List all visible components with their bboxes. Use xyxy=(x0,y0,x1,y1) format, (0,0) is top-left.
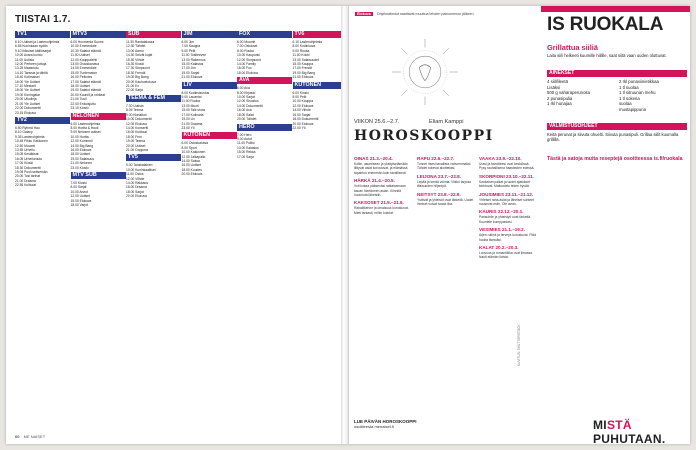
channel-heading: TEEMA & FEM xyxy=(126,95,181,102)
page-number: 60 xyxy=(15,434,20,439)
channel-heading: HERO xyxy=(237,124,292,131)
program-line: 11.00 Kokki xyxy=(292,53,310,58)
program-line: 8.05 Teema xyxy=(126,108,144,113)
sign-name: KAKSOSET 21.5.–21.6. xyxy=(354,200,404,206)
horoscope-sign xyxy=(479,227,537,242)
horoscope-title: HOROSKOOPPI xyxy=(354,128,494,144)
program-line: 13.00 Muoti xyxy=(181,103,199,108)
program-line: 18.00 Salat xyxy=(237,112,254,117)
sign-text: Rahaliikenne ja omaisuus korostuvat. Mieti tarkasti, mihin kulutat. xyxy=(354,206,409,215)
ingredient-item: mustapippuria xyxy=(619,106,646,112)
program-line: 11.00 Ruoka xyxy=(181,99,200,104)
sign-text: Luovuus ja romantiikka ovat ilmassa. Nauti elämän iloista. xyxy=(479,251,533,260)
program-line: 8.00 Kodinsisustus xyxy=(181,90,210,95)
program-line: 6.00 Kioski xyxy=(292,90,309,95)
program-line: 6.00 Jim xyxy=(181,40,194,44)
program-line: 14.10 Tanssia ja tähtiä xyxy=(15,70,48,75)
horoscope-sign xyxy=(354,200,412,215)
program-line: 18.00 Dokumentti xyxy=(292,117,319,122)
horoscope-sign xyxy=(479,156,537,171)
sign-name: SKORPIONI 23.10.–22.11. xyxy=(479,173,534,179)
ingredient-item: Lisäksi xyxy=(547,84,561,90)
program-line: 7.00 Kioski xyxy=(70,180,87,185)
sign-text: Voit kokea pääseväsi ratkaisemaan kauan hiertäneen asian. Kiinnitä huomiota läheisiin. xyxy=(354,184,406,198)
program-line: 18.00 Varjot xyxy=(70,203,89,207)
program-line: 8.00 Kirjasto xyxy=(237,90,256,95)
program-line: 6.00 Lastenohjelmia xyxy=(70,121,101,126)
program-line: 6.10 Lastenohjelmia xyxy=(292,40,323,44)
program-line: 8.10 Galaxy xyxy=(15,130,33,135)
magazine-name: ME NAISET xyxy=(23,434,46,439)
program-line: 19.00 Big Bang xyxy=(292,70,316,75)
program-line: 18.00 Yle Uutiset xyxy=(15,88,41,93)
ingredient-item: 1 tl suolaa xyxy=(619,84,639,90)
program-line: 14.00 Rakkaus xyxy=(126,180,148,185)
program-line: 9.10 Ikikuiset kätilösarjat xyxy=(15,48,51,53)
sign-text: Yhteiset raha-asiat ja läheiset suhteet nousevat esiin. Ole avoin. xyxy=(479,197,534,207)
horoscope-sign xyxy=(479,209,537,224)
brand-logo xyxy=(593,418,690,444)
ingredients-right xyxy=(619,79,687,113)
program-line: 12.50 Muumit xyxy=(15,143,35,148)
sign-name: NEITSYT 23.8.–22.9. xyxy=(417,191,461,197)
horoscope-signs-col3 xyxy=(479,156,537,263)
program-line: 21.00 Elokuva xyxy=(181,75,203,80)
program-line: 15.05 Kesäkisat xyxy=(15,152,39,157)
program-line: 15.00 Kalastus xyxy=(181,62,204,67)
program-line: 20.00 Tähdet xyxy=(237,117,257,122)
program-line: 18.30 Dokumentti xyxy=(15,165,41,170)
tv-column xyxy=(182,29,237,177)
horoscope-sign xyxy=(479,174,537,189)
program-line: 17.00 Kulinaria xyxy=(181,112,204,117)
program-line: 22.00 Yö xyxy=(292,125,306,130)
channel-heading: TV2 xyxy=(15,117,70,124)
program-line: 10.00 Hurtta xyxy=(70,134,89,139)
program-line: 14.00 Emmerdale xyxy=(70,66,97,71)
channel-heading: FOX xyxy=(237,31,292,38)
program-line: 12.00 Viihde xyxy=(126,176,145,181)
program-line: 14.30 Selvät kujat xyxy=(126,53,153,58)
program-line: 6.55 Kuninkaan sydän xyxy=(15,44,48,49)
tv-column xyxy=(126,29,181,199)
program-line: 7.30 Uutisia xyxy=(126,103,144,108)
page-title: TIISTAI 1.7. xyxy=(15,14,71,25)
program-line: 6.50 Ryhmä Hau xyxy=(15,125,40,130)
program-line: 13.00 Aamu xyxy=(126,48,144,53)
program-line: 19.00 Liv xyxy=(181,117,195,122)
ingredient-item: 1 rkl hunajaa xyxy=(547,101,572,107)
program-line: 21.00 Draama xyxy=(181,121,203,126)
tv-column xyxy=(293,29,342,130)
program-line: 11.00 Poliisi xyxy=(237,141,255,146)
program-line: 16.05 Urheiluruutu xyxy=(15,156,43,161)
channel-heading: LIV xyxy=(182,82,237,89)
program-line: 16.00 Ava xyxy=(237,108,252,113)
program-line: 15.00 Talk show xyxy=(181,108,206,113)
program-line: 10.00 Kaupunki xyxy=(237,53,260,58)
author-name: Eliam Kamppi xyxy=(429,119,464,125)
program-line: 9.00 Autot xyxy=(237,136,252,141)
program-line: 21.00 Nelonen xyxy=(70,161,92,166)
ingredient-item: 500 g vaharaperunoita xyxy=(547,90,591,96)
program-line: 20.00 Kauhuelokuva xyxy=(126,79,157,84)
magazine-spread xyxy=(6,6,690,444)
program-line: 12.30 Tähdet xyxy=(126,44,146,49)
tv-column xyxy=(237,29,292,159)
program-line: 23.10 Kioski xyxy=(70,106,89,111)
program-line: 12.00 Elokuva xyxy=(292,103,314,108)
channel-heading: KUTONEN xyxy=(182,132,237,139)
program-line: 14.00 Saksa xyxy=(181,158,200,163)
page-footer xyxy=(15,434,45,439)
sign-text: Kaukaiset paikat ja uudet ajatukset kiehtovat. Matkustelu tekee hyvää. xyxy=(479,179,530,189)
program-line: 9.35 Lastenohjelmia xyxy=(15,134,45,139)
program-line: 13.00 Rakennus xyxy=(181,57,206,62)
spine-gutter xyxy=(341,6,348,444)
recipe-top-bar xyxy=(541,6,690,12)
horoscope-page xyxy=(348,6,690,444)
program-line: 13.25 Maaseutu xyxy=(15,66,39,71)
program-line: 10.00 Kakkonen xyxy=(181,150,206,155)
horoscope-sign xyxy=(417,174,475,189)
sign-text: Arjen rutiinit ja terveys korostuvat. Pidä huolta itsestäsi. xyxy=(479,233,536,242)
program-line: 20.00 Ulkolinja xyxy=(15,97,37,102)
program-line: 10.30 Salatut elämät xyxy=(70,48,101,53)
program-line: 23.00 Yö xyxy=(181,125,195,130)
sign-name: RAPU 22.6.–22.7. xyxy=(417,156,455,161)
program-line: 18.00 Uutiset xyxy=(70,152,90,157)
program-line: 11.00 Tositeevee xyxy=(181,53,207,58)
sign-name: JOUSIMIES 23.11.–21.12. xyxy=(479,191,534,197)
sign-name: VAAKA 23.9.–22.10. xyxy=(479,156,522,161)
ingredients-heading: AINEKSET xyxy=(547,70,687,77)
horoscope-sign xyxy=(479,192,537,207)
logo-accent: STÄ xyxy=(606,418,632,432)
program-line: 9.00 Nelosen uutiset xyxy=(70,130,101,135)
program-line: 14.00 Viihde xyxy=(292,108,311,113)
horoscope-sign xyxy=(417,156,475,171)
channel-heading: KUTONEN xyxy=(293,82,342,89)
ingredient-item: 4 siilifileetä xyxy=(547,79,569,84)
channel-heading: TV5 xyxy=(126,154,181,161)
topbar-note: Ohjelmatiedot saattavat muuttua lehden painomenon jälkeen. xyxy=(376,12,475,16)
program-line: 7.00 Ostokset xyxy=(237,44,258,49)
program-line: 12.00 Kauppalehti xyxy=(70,57,98,62)
program-line: 16.00 Sarjat xyxy=(292,112,311,117)
channel-heading: SUB xyxy=(126,31,181,38)
program-line: 9.00 Klassikot xyxy=(126,112,147,117)
program-line: 12.00 Perheen juttuja xyxy=(15,62,47,67)
program-line: 17.30 Simpsonit xyxy=(126,66,150,71)
horoscope-footer xyxy=(354,419,417,429)
program-line: 21.00 Elokuva xyxy=(292,75,314,80)
ingredient-item: suolaa xyxy=(619,101,632,107)
sign-name: HÄRKÄ 21.4.–20.5. xyxy=(354,178,395,184)
week-label: VIIKON 25.6.–2.7. xyxy=(354,119,400,125)
sign-name: VESIMIES 21.1.–19.2. xyxy=(479,227,525,233)
program-line: 7.00 Kauppa xyxy=(181,44,201,49)
tv-column xyxy=(15,29,70,188)
program-line: 13.00 Kalastus xyxy=(237,145,259,150)
horoscope-signs-col1 xyxy=(354,156,412,218)
horoscope-sign xyxy=(417,192,475,207)
program-line: 19.00 Big Bang xyxy=(126,75,149,80)
program-line: 13.55 Urheilu xyxy=(15,147,35,152)
program-line: 21.00 Ooppera xyxy=(126,147,148,152)
program-line: 11.00 Ostos xyxy=(126,172,144,177)
ingredient-item: 1 tl sitruunan mehu xyxy=(619,90,656,96)
program-line: 17.00 Kioski xyxy=(15,161,33,166)
illustration-credit: KUVITUS: SHUTTERSTOCK xyxy=(517,324,521,366)
method-heading: VALMISTUSOHJEET xyxy=(547,123,687,130)
program-line: 22.00 Dokumentti xyxy=(15,106,41,111)
program-line: 21.00 Yle Uutiset xyxy=(15,101,41,106)
program-line: 11.30 Rantatalossa xyxy=(126,40,155,44)
program-line: 18.00 Fem xyxy=(126,134,142,139)
program-line: 17.10 Mestarit xyxy=(15,84,36,89)
program-line: 10.00 Arviot xyxy=(70,189,88,194)
horoscope-sign xyxy=(479,245,537,260)
ingredients-left xyxy=(547,79,613,107)
program-line: 8.00 Pelit xyxy=(292,95,307,100)
program-line: 20.00 Uutiset xyxy=(126,143,146,148)
program-line: 17.00 Sarja xyxy=(237,154,254,159)
program-line: 15.00 Kauppa xyxy=(292,62,314,67)
channel-heading: TV1 xyxy=(15,31,70,38)
program-line: 22.00 Erikoisjuttu xyxy=(70,101,96,106)
program-line: 19.00 Kuningatar xyxy=(15,92,41,97)
channel-heading: TV6 xyxy=(293,31,342,38)
program-line: 20.00 Elokuva xyxy=(181,172,203,177)
program-line: 10.00 Avara luonto xyxy=(15,53,43,58)
channel-heading: JIM xyxy=(182,31,237,38)
horoscope-sign xyxy=(354,156,412,175)
program-line: 9.00 Pelit xyxy=(181,48,196,53)
horoscope-signs-col2 xyxy=(417,156,475,209)
recipe-link[interactable]: Tästä ja satoja muita reseptejä osoitteessa is.fi/ruokala xyxy=(547,156,683,162)
program-line: 18.00 Uutiset xyxy=(70,84,90,89)
tv-listings-page xyxy=(6,6,341,444)
sun-halo-icon xyxy=(389,36,461,108)
program-line: 6.00 Muumit xyxy=(237,40,256,44)
ingredient-item: 2 punasipulia xyxy=(547,95,573,101)
program-line: 17.00 Frendit xyxy=(292,66,312,71)
program-line: 19.05 Puoli seitsemän xyxy=(15,169,48,174)
program-line: 20.00 Elokuva xyxy=(126,194,147,199)
program-line: 20.00 Kauniit ja rohkeat xyxy=(70,92,106,97)
program-line: 17.00 Salatut elämät xyxy=(70,79,101,84)
program-line: 16.00 Fox xyxy=(237,66,252,71)
program-line: 6.00 Ava xyxy=(237,86,250,91)
program-line: 11.00 Uutisia xyxy=(15,57,34,62)
recipe-panel xyxy=(541,6,690,444)
program-line: 12.00 Uutiset xyxy=(70,194,90,199)
sign-text: Tunnet itsesi tavallista vahvemmaksi. Tähdet tukevat aloitteitasi. xyxy=(417,162,472,171)
program-line: 9.00 Lauantai xyxy=(181,95,202,100)
program-line: 15.00 Tuntematon xyxy=(70,70,98,75)
channel-heading: MTV3 xyxy=(71,31,126,38)
program-line: 14.00 Family xyxy=(237,62,256,67)
program-line: 16.00 Kulttuuri xyxy=(126,130,148,135)
program-line: 16.30 Kioski xyxy=(126,62,144,67)
recipe-title: Grillattua siiliä xyxy=(547,43,598,52)
program-line: 19.00 Teema xyxy=(126,139,146,144)
sign-text: Lepää ja kerää voimia. Viikko tarjoaa tilaisuuden hiljentyä. xyxy=(417,179,471,189)
program-line: 19.00 Salatut elämät xyxy=(70,88,101,93)
program-line: 16.00 Elokuva xyxy=(70,147,92,152)
program-line: 13.00 Ostoskanava xyxy=(70,62,99,67)
program-line: 12.00 Elokuva xyxy=(126,121,147,126)
sign-text: Urasi ja tavoitteesi ovat keskiössä. Pysy rauhallisena haasteiden edessä. xyxy=(479,162,535,171)
recipe-intro: Laita siili helkeeti kuumille hiilille, saat siitä vaan uuden oluttuvat. xyxy=(547,53,667,58)
program-line: 8.00 Kodinkuva xyxy=(292,44,316,49)
program-line: 18.00 Sarjat xyxy=(126,189,144,194)
program-line: 9.00 Tanskalainen xyxy=(126,163,153,168)
sign-text: Kotiin, asumiseen ja yksityiselämään liittyvät asiat korostuvat, ja elämässä tapahtuu enemmän kuin tavallisesti. xyxy=(354,162,408,175)
program-line: 20.00 Tosi tarinat xyxy=(15,174,41,179)
sign-name: OINAS 21.3.–20.4. xyxy=(354,156,393,161)
logo-part-1: MI xyxy=(593,418,607,432)
week-row xyxy=(354,119,514,125)
program-line: 6.10 Uutiset ja Lastenohjelmia xyxy=(15,40,60,44)
program-line: 16.00 Uutiset xyxy=(181,163,201,168)
program-line: 16.00 Yle Uutiset xyxy=(15,79,41,84)
program-line: 14.00 Konsertti xyxy=(126,125,149,130)
recipe-section-title: IS RUOKALA xyxy=(547,14,664,35)
program-line: 12.00 Sisustus xyxy=(237,99,259,104)
channel-heading: NELONEN xyxy=(71,113,126,120)
program-line: 6.00 Ostoskanava xyxy=(181,141,209,146)
topbar-tag: Elokuva xyxy=(357,12,371,16)
program-line: 22.00 Sarja xyxy=(126,88,143,93)
program-line: 10.00 Sarjat xyxy=(237,95,255,100)
program-line: 10.00 Emmerdale xyxy=(70,44,97,49)
ingredient-item: 2 rkl punaviinietikkaa xyxy=(619,79,659,84)
program-line: 8.00 Sport xyxy=(181,145,197,150)
program-line: 18.00 Kuudes xyxy=(181,167,202,172)
tv-column xyxy=(71,29,126,207)
method-text: Keitä perunat ja siivuta ohuelti. Siivuta punasipuli. Grillaa siilit kuumalla grillillä. xyxy=(547,132,679,143)
program-line: 19.00 Sarjat xyxy=(181,70,200,75)
ingredient-item: 1 tl sokeria xyxy=(619,95,640,101)
horoscope-sign xyxy=(354,178,412,197)
program-line: 15.00 Elokuva xyxy=(70,198,92,203)
program-line: 20.00 Elokuva xyxy=(292,121,314,126)
program-line: 15.30 Viihde xyxy=(126,57,145,62)
sign-text: Ystävät ja yhteisöt ovat tärkeitä. Uudet ihmiset voivat tuoda iloa. xyxy=(417,197,474,207)
program-line: 23.00 Kioski xyxy=(70,165,89,170)
footer-cta: LUE PÄIVÄN HOROSKOOPPI xyxy=(354,419,417,424)
program-line: 12.00 Kummeli xyxy=(70,139,93,144)
program-line: 15.00 Rekka xyxy=(237,150,256,155)
channel-heading: MTV SUB xyxy=(71,172,126,179)
program-line: 18.30 Frendit xyxy=(126,70,146,75)
program-line: 10.00 Kauppa xyxy=(292,99,314,104)
program-line: 22.55 Kulttuuri xyxy=(15,183,37,188)
program-line: 21.00 Ex xyxy=(126,84,140,89)
program-line: 12.00 Simpsonit xyxy=(237,57,261,62)
program-line: 23.15 Elokuva xyxy=(15,110,36,115)
program-line: 18.00 Elokuva xyxy=(237,70,258,75)
program-line: 21.00 Tuuli xyxy=(70,97,87,102)
sign-name: LEIJONA 23.7.–22.8. xyxy=(417,173,462,179)
program-line: 8.00 Sarjat xyxy=(70,185,87,190)
sign-name: KALAT 20.2.–20.3. xyxy=(479,245,519,251)
program-line: 8.00 Hurtta & Huoli xyxy=(70,125,99,130)
topbar xyxy=(355,12,475,16)
sign-text: Parisuhde ja yhteistyö ovat tärkeitä. Kuuntele kumppaniasi. xyxy=(479,215,532,224)
program-line: 15.40 Kotimaiset xyxy=(15,75,40,80)
program-line: 11.00 Uutiset xyxy=(70,53,90,58)
program-line: 8.00 Ruoka xyxy=(237,48,254,53)
program-line: 17.00 Jim xyxy=(181,66,196,71)
program-line: 14.00 Dokumentti xyxy=(237,103,263,108)
program-line: 13.00 Salaisuudet xyxy=(292,57,319,62)
program-line: 16.00 Pelimies xyxy=(70,75,93,80)
channel-heading: AVA xyxy=(237,77,292,84)
program-line: 10.45 Pikku Kakkonen xyxy=(15,139,48,144)
program-line: 7.00 Hero xyxy=(237,132,252,137)
sign-name: KAURIS 22.12.–20.1. xyxy=(479,209,524,215)
program-line: 16.00 Draama xyxy=(126,185,147,190)
program-line: 14.00 Big Bang xyxy=(70,143,94,148)
program-line: 19.00 Salaisuus xyxy=(70,156,94,161)
program-line: 21.00 Draama xyxy=(15,178,36,183)
program-line: 10.00 Dokumentti xyxy=(126,117,152,122)
program-line: 9.00 Ruoka xyxy=(292,48,310,53)
program-line: 6.00 Huomenta Suomi xyxy=(70,40,104,44)
program-line: 12.00 Jalkapallo xyxy=(181,154,206,159)
footer-url: osoitteesta menaiset.fi xyxy=(354,424,394,429)
program-line: 10.00 Kuninkaalliset xyxy=(126,167,156,172)
logo-part-2: PUHUTAAN. xyxy=(593,432,666,444)
